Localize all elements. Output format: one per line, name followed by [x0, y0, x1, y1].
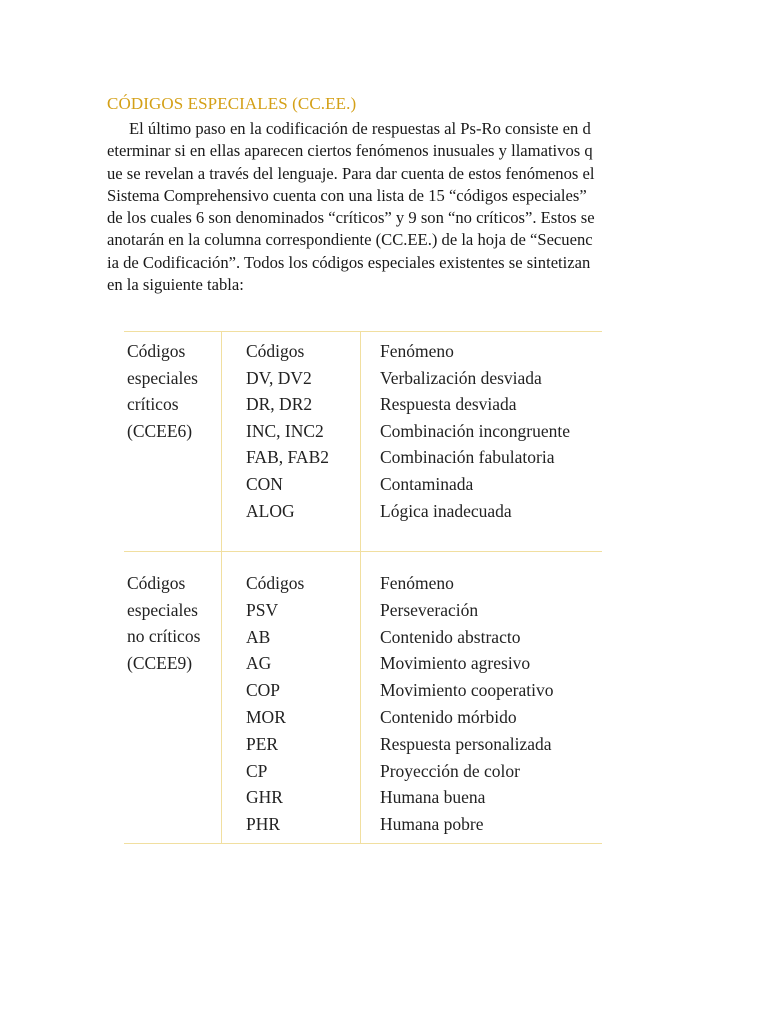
code-cell: FAB, FAB2: [246, 447, 329, 468]
code-cell: COP: [246, 680, 281, 701]
code-cell: MOR: [246, 707, 286, 727]
code-cell: DR, DR2: [246, 394, 313, 415]
paragraph-line: en la siguiente tabla:: [107, 275, 244, 295]
phenomenon-cell: Respuesta desviada: [380, 394, 517, 415]
table-row: [124, 391, 602, 418]
code-cell: AG: [246, 653, 272, 674]
table-row: [124, 784, 602, 811]
header-code: Códigos: [246, 341, 305, 361]
table-top-rule: [124, 331, 602, 332]
table-row: [124, 498, 602, 525]
code-cell: PSV: [246, 599, 279, 620]
phenomenon-cell: Contenido mórbido: [380, 707, 517, 727]
phenomenon-cell: Movimiento cooperativo: [380, 680, 554, 701]
table-bottom-rule: [124, 843, 602, 844]
header-phenomenon: Fenómeno: [380, 341, 454, 361]
table-row: [124, 650, 602, 677]
phenomenon-cell: Verbalización desviada: [380, 367, 542, 388]
phenomenon-cell: Contenido abstracto: [380, 626, 521, 647]
table-row: [124, 418, 602, 445]
group-label-line: Códigos: [127, 573, 186, 593]
code-cell: CP: [246, 760, 268, 781]
table-header-row: [124, 570, 602, 597]
table-row: [124, 758, 602, 785]
paragraph-line: de los cuales 6 son denominados “críticos” y 9 son “no críticos”. Estos se: [107, 208, 595, 228]
table-header-row: [124, 338, 602, 365]
paragraph-line: eterminar si en ellas aparecen ciertos fenómenos inusuales y llamativos q: [107, 141, 593, 161]
special-codes-table: [124, 331, 602, 845]
phenomenon-cell: Perseveración: [380, 599, 479, 620]
table-row: [124, 444, 602, 471]
phenomenon-cell: Combinación incongruente: [380, 420, 571, 441]
code-cell: PER: [246, 733, 279, 754]
phenomenon-cell: Movimiento agresivo: [380, 653, 531, 674]
table-row: [124, 811, 602, 838]
paragraph-line: ue se revelan a través del lenguaje. Para dar cuenta de estos fenómenos el: [107, 163, 595, 183]
table-row: [124, 731, 602, 758]
code-cell: ALOG: [246, 500, 295, 521]
phenomenon-cell: Proyección de color: [380, 760, 520, 781]
paragraph-line: anotarán en la columna correspondiente (CC.EE.) de la hoja de “Secuenc: [107, 230, 593, 250]
phenomenon-cell: Humana buena: [380, 787, 486, 808]
code-cell: PHR: [246, 814, 281, 835]
table-row: [124, 704, 602, 731]
group-label-line: (CCEE9): [127, 652, 193, 673]
phenomenon-cell: Contaminada: [380, 474, 474, 494]
code-cell: AB: [246, 626, 271, 647]
paragraph-line: El último paso en la codificación de respuestas al Ps-Ro consiste en d: [129, 119, 591, 138]
table-middle-rule: [124, 551, 602, 552]
paragraph-line: ia de Codificación”. Todos los códigos especiales existentes se sintetizan: [107, 252, 591, 272]
code-cell: DV, DV2: [246, 367, 312, 388]
table-row: [124, 677, 602, 704]
table-row: [124, 471, 602, 498]
phenomenon-cell: Humana pobre: [380, 814, 484, 835]
table-row: [124, 624, 602, 651]
table-row: [124, 365, 602, 392]
group-label-line: especiales: [127, 367, 198, 388]
intro-paragraph: [107, 118, 667, 296]
header-phenomenon: Fenómeno: [380, 573, 454, 593]
group-label-line: críticos: [127, 394, 179, 415]
group-label-line: (CCEE6): [127, 420, 193, 441]
group-label-line: especiales: [127, 599, 198, 620]
paragraph-line: Sistema Comprehensivo cuenta con una lista de 15 “códigos especiales”: [107, 185, 587, 205]
phenomenon-cell: Lógica inadecuada: [380, 500, 512, 521]
header-code: Códigos: [246, 573, 305, 593]
group-label-line: Códigos: [127, 341, 186, 361]
code-cell: CON: [246, 474, 283, 494]
code-cell: GHR: [246, 787, 283, 808]
group-label-line: no críticos: [127, 626, 201, 647]
table-row: [124, 597, 602, 624]
code-cell: INC, INC2: [246, 420, 324, 441]
phenomenon-cell: Respuesta personalizada: [380, 733, 552, 754]
section-heading: CÓDIGOS ESPECIALES (CC.EE.): [107, 94, 357, 113]
phenomenon-cell: Combinación fabulatoria: [380, 447, 555, 468]
